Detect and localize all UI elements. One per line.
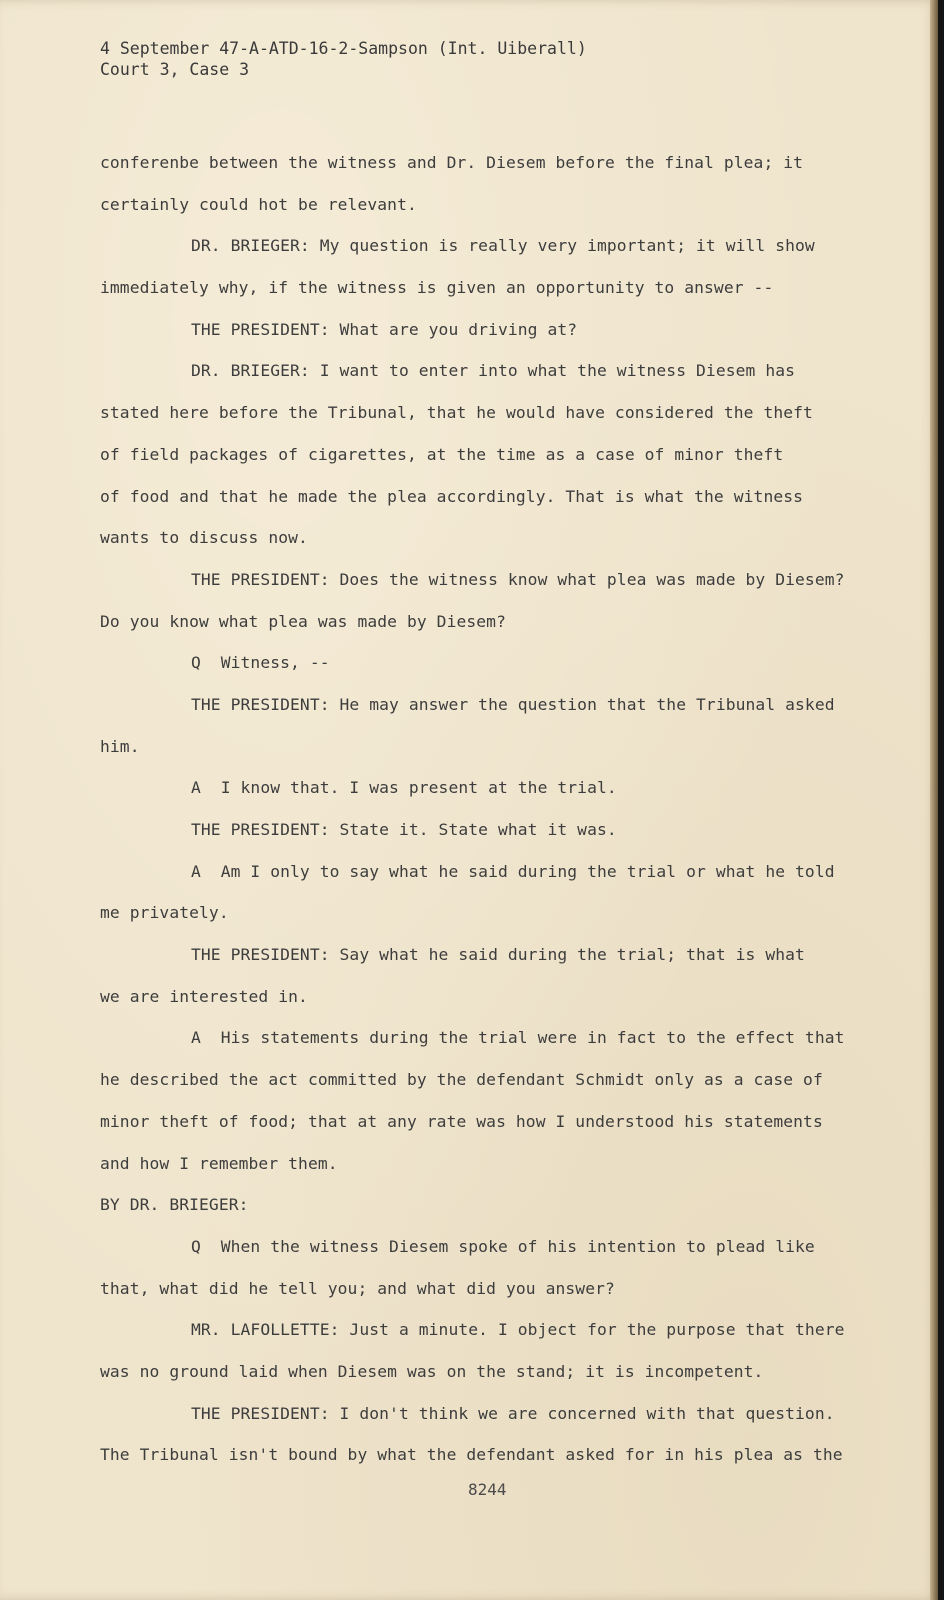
header-line-date-reference: 4 September 47-A-ATD-16-2-Sampson (Int. Uiberall) bbox=[100, 39, 587, 58]
transcript-line: of field packages of cigarettes, at the time as a case of minor theft bbox=[100, 444, 784, 464]
transcript-line: A I know that. I was present at the trial. bbox=[191, 778, 617, 798]
transcript-line: that, what did he tell you; and what did you answer? bbox=[100, 1278, 615, 1298]
document-header bbox=[100, 38, 587, 80]
page-edge-shadow bbox=[930, 0, 938, 1600]
transcript-line: was no ground laid when Diesem was on the stand; it is incompetent. bbox=[100, 1361, 764, 1381]
transcript-line: immediately why, if the witness is given an opportunity to answer -- bbox=[100, 278, 774, 298]
transcript-line: and how I remember them. bbox=[100, 1153, 338, 1173]
transcript-line: MR. LAFOLLETTE: Just a minute. I object for the purpose that there bbox=[191, 1320, 845, 1340]
transcript-line: of food and that he made the plea accordingly. That is what the witness bbox=[100, 486, 804, 506]
header-line-court-case: Court 3, Case 3 bbox=[100, 60, 250, 79]
transcript-line: minor theft of food; that at any rate was how I understood his statements bbox=[100, 1111, 823, 1131]
transcript-line: he described the act committed by the defendant Schmidt only as a case of bbox=[100, 1070, 823, 1090]
transcript-line: me privately. bbox=[100, 903, 229, 923]
transcript-line: certainly could hot be relevant. bbox=[100, 194, 417, 214]
transcript-line: A His statements during the trial were in fact to the effect that bbox=[191, 1028, 845, 1048]
transcript-line: THE PRESIDENT: What are you driving at? bbox=[191, 319, 578, 339]
transcript-line: The Tribunal isn't bound by what the defendant asked for in his plea as the bbox=[100, 1445, 843, 1465]
transcript-line: conferenbe between the witness and Dr. Diesem before the final plea; it bbox=[100, 153, 804, 172]
transcript-line: THE PRESIDENT: I don't think we are concerned with that question. bbox=[191, 1403, 835, 1423]
transcript-line: THE PRESIDENT: Say what he said during the trial; that is what bbox=[191, 945, 805, 965]
transcript-line: we are interested in. bbox=[100, 986, 308, 1006]
transcript-line: him. bbox=[100, 736, 140, 756]
transcript-body bbox=[100, 142, 880, 1476]
transcript-line: DR. BRIEGER: My question is really very important; it will show bbox=[191, 236, 815, 256]
transcript-line: Do you know what plea was made by Diesem? bbox=[100, 611, 506, 631]
transcript-line: stated here before the Tribunal, that he would have considered the theft bbox=[100, 403, 813, 423]
transcript-line: A Am I only to say what he said during the trial or what he told bbox=[191, 861, 835, 881]
transcript-line: wants to discuss now. bbox=[100, 528, 308, 548]
transcript-line: BY DR. BRIEGER: bbox=[100, 1195, 249, 1215]
transcript-line: Q Witness, -- bbox=[191, 653, 330, 673]
transcript-line: DR. BRIEGER: I want to enter into what the witness Diesem has bbox=[191, 361, 796, 381]
transcript-line: THE PRESIDENT: He may answer the question that the Tribunal asked bbox=[191, 694, 835, 714]
page-number: 8244 bbox=[468, 1480, 507, 1499]
transcript-line: Q When the witness Diesem spoke of his intention to plead like bbox=[191, 1236, 815, 1256]
transcript-line: THE PRESIDENT: State it. State what it was. bbox=[191, 820, 617, 839]
transcript-line: THE PRESIDENT: Does the witness know what plea was made by Diesem? bbox=[191, 569, 845, 589]
